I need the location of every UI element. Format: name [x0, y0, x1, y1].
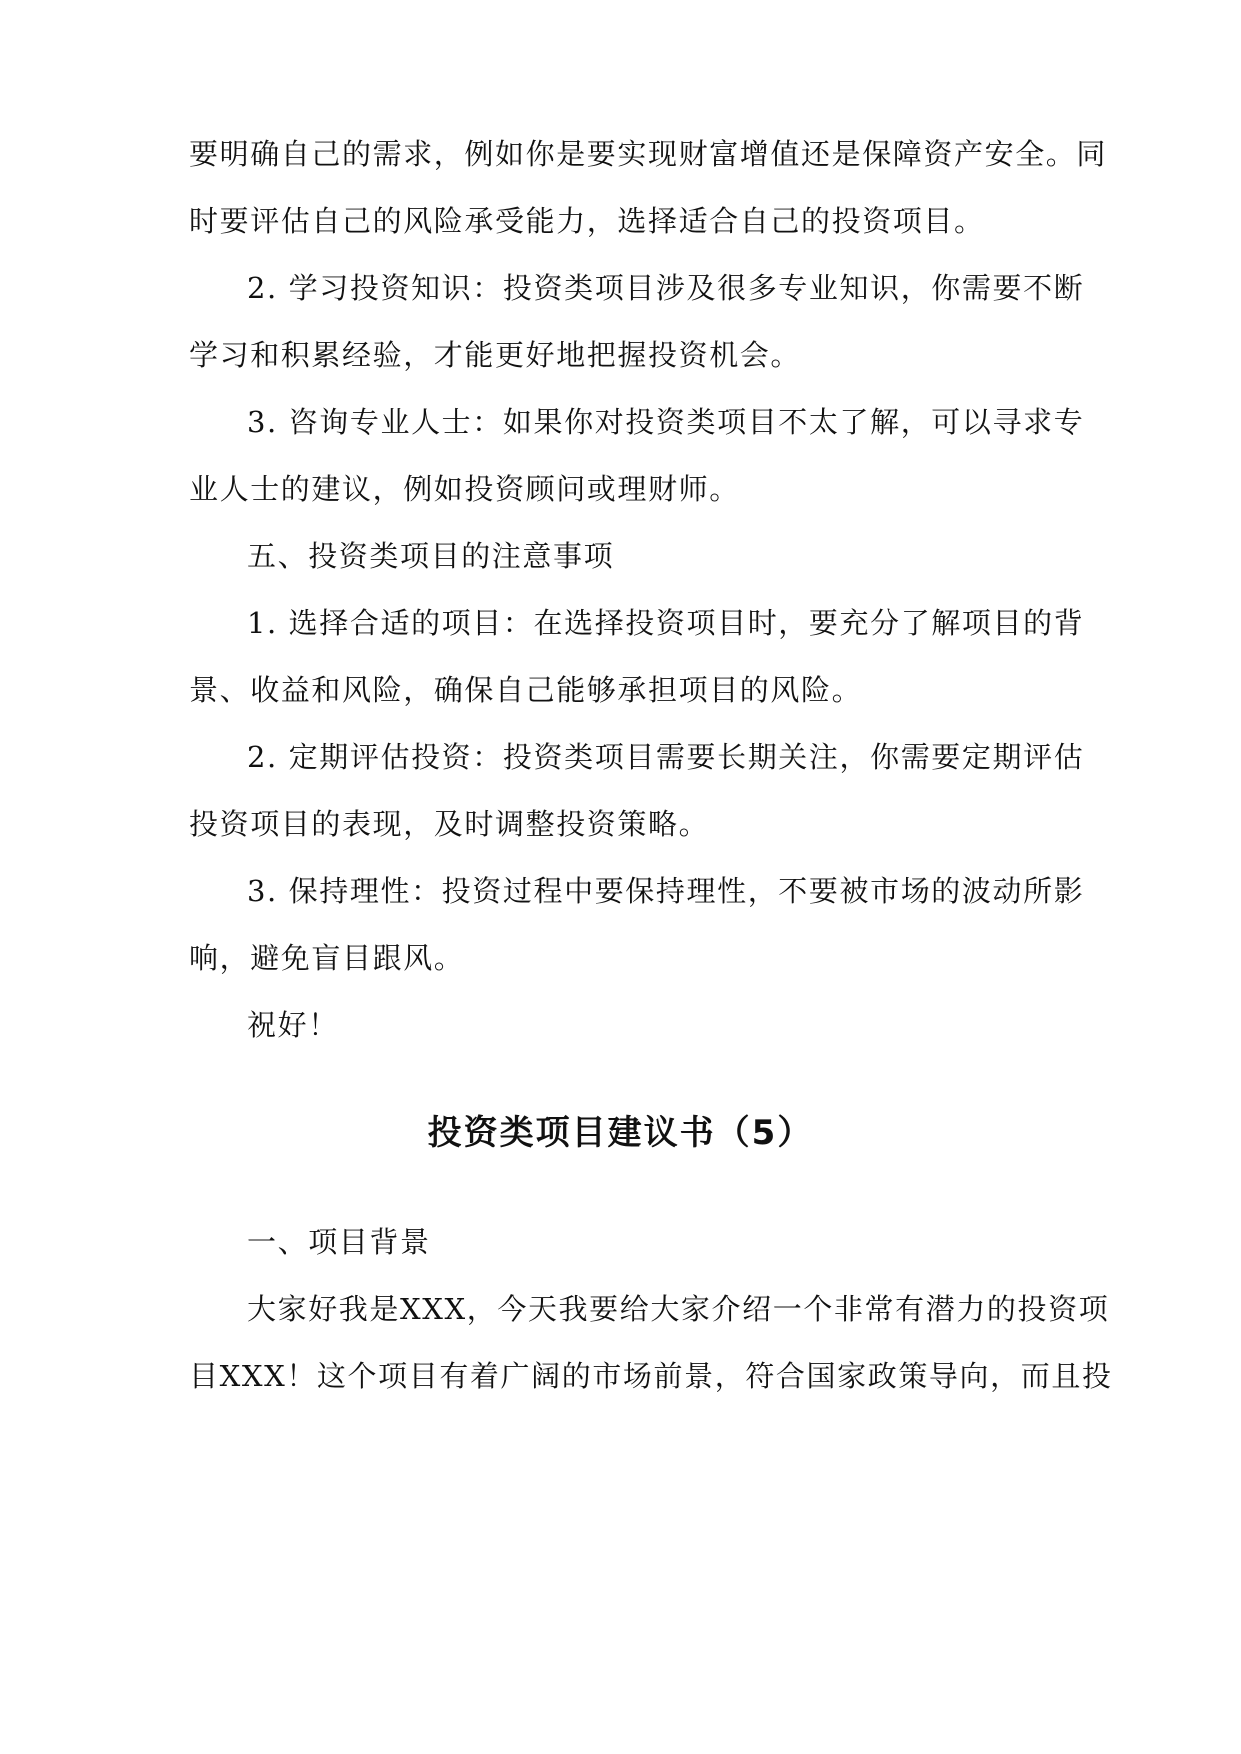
paragraph-line: 目XXX！这个项目有着广阔的市场前景，符合国家政策导向，而且投 — [189, 1359, 1113, 1393]
document-title: 投资类项目建议书（5） — [427, 1113, 814, 1153]
paragraph-line: 投资项目的表现，及时调整投资策略。 — [189, 807, 710, 841]
list-item-consult-experts: 3. 咨询专业人士：如果你对投资类项目不太了解，可以寻求专 — [247, 405, 1085, 439]
paragraph-line: 业人士的建议，例如投资顾问或理财师。 — [189, 472, 740, 506]
list-item-stay-rational: 3. 保持理性：投资过程中要保持理性，不要被市场的波动所影 — [247, 874, 1085, 908]
list-item-periodic-review: 2. 定期评估投资：投资类项目需要长期关注，你需要定期评估 — [247, 740, 1085, 774]
section-heading-background: 一、项目背景 — [247, 1225, 431, 1259]
section-heading-precautions: 五、投资类项目的注意事项 — [247, 539, 615, 573]
list-item-learn-knowledge: 2. 学习投资知识：投资类项目涉及很多专业知识，你需要不断 — [247, 271, 1085, 305]
paragraph-line: 景、收益和风险，确保自己能够承担项目的风险。 — [189, 673, 863, 707]
closing-line: 祝好！ — [247, 1008, 339, 1042]
paragraph-line: 大家好我是XXX，今天我要给大家介绍一个非常有潜力的投资项 — [247, 1292, 1110, 1326]
list-item-choose-project: 1. 选择合适的项目：在选择投资项目时，要充分了解项目的背 — [247, 606, 1085, 640]
paragraph-line: 学习和积累经验，才能更好地把握投资机会。 — [189, 338, 802, 372]
paragraph-line: 响，避免盲目跟风。 — [189, 941, 465, 975]
paragraph-line: 要明确自己的需求，例如你是要实现财富增值还是保障资产安全。同 — [189, 137, 1108, 171]
paragraph-line: 时要评估自己的风险承受能力，选择适合自己的投资项目。 — [189, 204, 985, 238]
